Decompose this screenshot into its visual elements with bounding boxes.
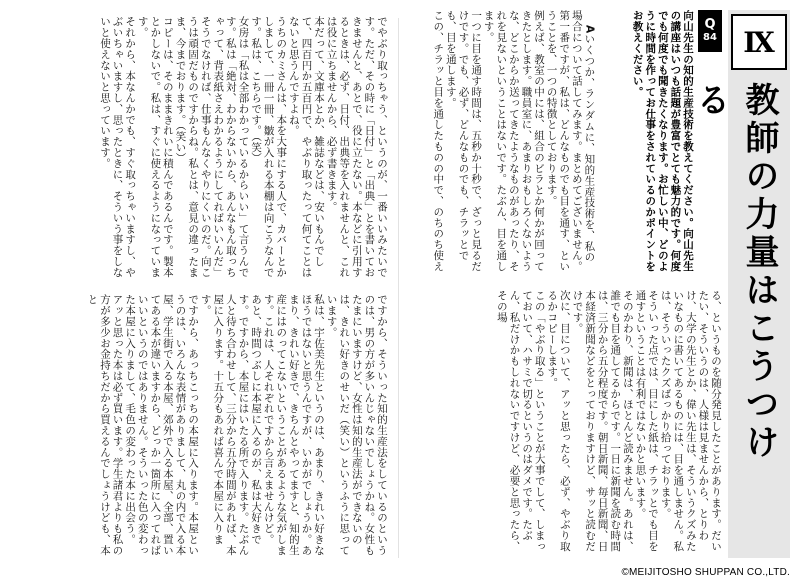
copyright-notice: ©MEIJITOSHO SHUPPAN CO.,LTD. xyxy=(621,567,790,578)
question-badge-letter: Q xyxy=(704,17,716,32)
answer-text-start: いくつか、ランダムに、知的生産技術を、私の場合について話してみます。まとめてございません。 第一番ですが、私は、どんなものでも目を通す、ということを、一つの特徴としております。 例えば、教室の中には、組合のビラとか何かが回ってきたとします。職員室に、あまりおもしろくないような、どこからか送ってきたようなものがあったり、それを見ないということはないです。たぶん、目を通します。 一つに目を通す時間は、五秒か十秒で、ざっと見るだけです。でも、必ず、どんなものでも、チラッとでも、目を通します。 この、チラッと目を通したものの中で、のちのち使え xyxy=(432,10,596,272)
page-gutter xyxy=(398,18,399,558)
answer-mark: A xyxy=(583,24,596,34)
answer-first-column-block xyxy=(410,10,608,272)
question-text: 向山先生の知的生産技術を教えてください。向山先生の講座はいつも話題が豊富でとても魅力的です。何度でも何度でも聞きたくなります。お忙しい中、どのように時間を作ってお仕事をされているのかポイントをお教えください。 xyxy=(631,10,694,272)
question-badge-number: 84 xyxy=(703,32,717,43)
left-page-upper-text: でやぶり取っちゃう、というのが、一番いいみたいです。ただ、その時に「日付」と「出典」とを書いておきませんと、あとで、役に立たない。本などに引用するときは、必ず、日付、出典等を入れませんと、これは役に立ちませんから、必ず書きます。 本だって、文庫本とか、雑誌などは、安いもんでして、四百円か五百円で、やぶり取ったって何てことはないと思うんですよね。 うちのカミさんは、本を大事にする人で、カバーとかしまして、一冊一冊、皺が入れる本棚は向こうなんです。私は、こちらです。（笑） 女房は「私は全部わかっているからいい」て言うんです。私は「絶対、わからないから、あんなもん取っちゃって、背表紙さえわかるようにしてればいいんだ」そうでなければ、仕事もんなくやりにくいのだ。向こうは頑固だものですからね。私とは、意見の違ったまま、今までおります。（笑い） コピーは、そのままきれいに積んであるんです。製本とかしないで。私は、すぐに使えるようになっています。 それから、本なんかでも、すぐ取っちゃいますし、やぶいちゃいますし、思ったときに、そういう事をしないと使えないと思っています。 xyxy=(98,16,388,278)
right-page-lower-text: る、というものを随分発見したことがあります。だいたい、そういうのは、人様は見ませんから、とりわけ、大学の先生とか、偉い先生は、そういうクズみたいなものに書いてあるものには、目を通しません。私は、そういったクズばっかり拾っております。 そういった点では、目にした紙は、チラッとでも目を通すということは有利ではないかと思います。 そのかわり、新聞は、ほとんど読みません。あれは、誰でも目を通してるからです。一日に新聞を読む時間は、三分から五分程度です。朝日新聞、毎日新聞、日本経済新聞などをとっておりますけど、サッと読むだけです。 次に、目について、アッと思ったら、必ず、やぶり取るかコピーします。 この「やぶり取る」ということが大事でして、しまっておいて、ハサミで切るというのはダメです。たぶん、私だけかもしれないですけど、必要と思ったら、その場 xyxy=(495,290,722,552)
chapter-number: Ⅸ xyxy=(731,14,787,70)
question-badge xyxy=(698,10,722,52)
left-page-lower-text: ですから、そういった知的生産法をしているのという のは、男の方が多いんじゃないでしょうかね。女性もたまにいますけど、女性は知的生産法ができないのは、きれい好きのせいだ（笑い）というふうに思っています。 私は、宇佐美先生というのは、あまり、きれい好きなほうではないと思うんですが、いかがでしょうか。あまり、きれい好きで、きちんとやってますと、知的生産にはのってこないということがあるような気がします。これは、人それぞれですから言えませんけど。 あと、時間つぶしに本屋に入るのが、私は大好きです。ですから、本屋にはいたる所で入ります。たぶん人と待ち合わせして、三分から五分時間があれば、本屋に入ります。十五分もあれば喜んで本屋に入ります。 ですから、あっちこっちの本屋に入ります。本屋というのは、いろんな表情がありまして、丸の内で入る本屋、学生街で入る本屋、郊外で入る本屋、全部、置いてある本が違いますから、どっか一箇所に入ってればいいというのではありません。そういった色の変わった本屋に入りまして、毛色の変わった本に出会う。 アッと思った本は必ず買います。学生諸君よりも私の方が多少お金持ちだから買えるんでしょうけども、本と xyxy=(86,294,388,556)
chapter-title: 教師の力量はこうつける xyxy=(690,82,779,462)
